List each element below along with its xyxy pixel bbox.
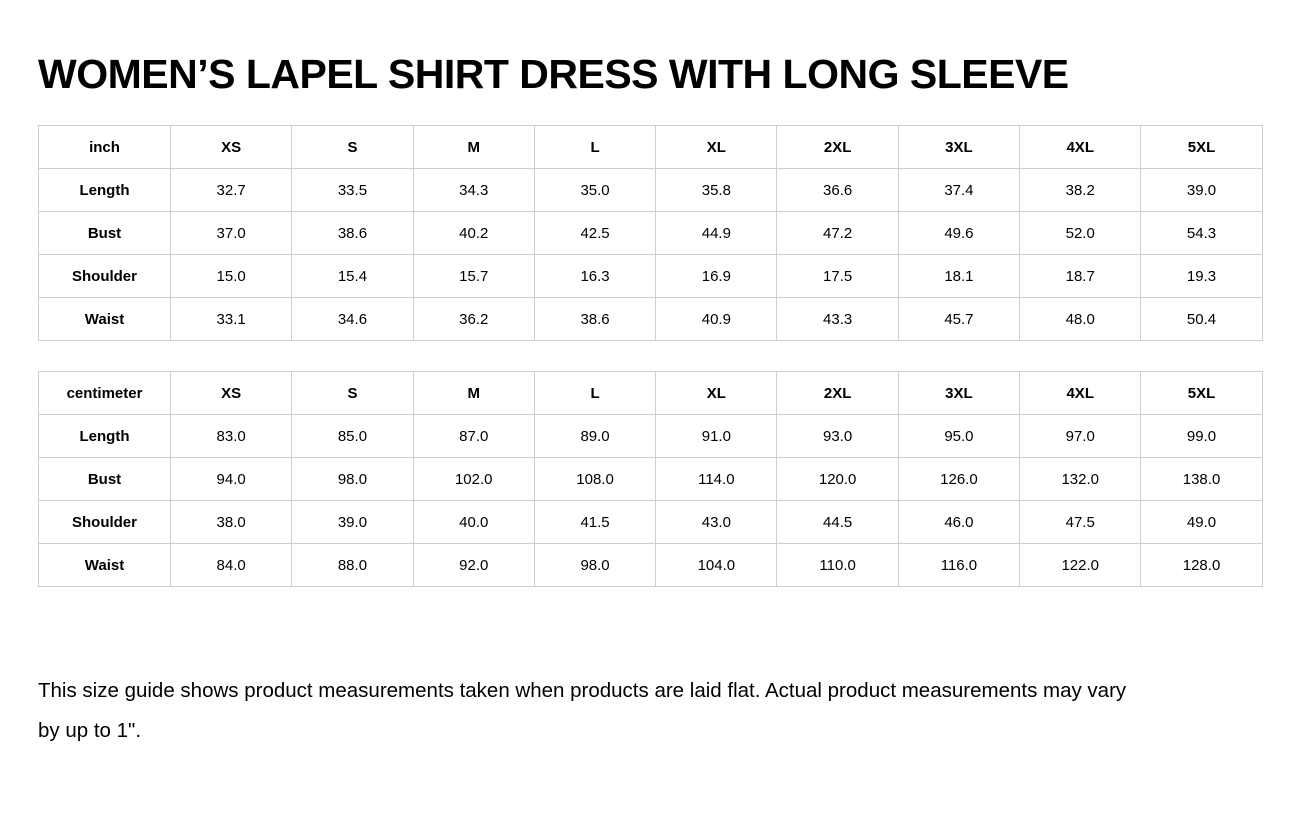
cell-value: 15.7 <box>413 255 534 298</box>
cell-value: 16.9 <box>656 255 777 298</box>
table-row <box>39 298 1263 341</box>
table-row <box>39 544 1263 587</box>
cell-value: 98.0 <box>292 458 413 501</box>
measurement-label: Length <box>39 169 171 212</box>
cell-value: 39.0 <box>1141 169 1262 212</box>
measurement-label: Waist <box>39 298 171 341</box>
cell-value: 43.0 <box>656 501 777 544</box>
cell-value: 44.5 <box>777 501 898 544</box>
measurement-label: Length <box>39 415 171 458</box>
size-header-5xl: 5XL <box>1141 372 1262 415</box>
size-header-m: M <box>413 126 534 169</box>
cell-value: 36.2 <box>413 298 534 341</box>
table-header-row <box>39 372 1263 415</box>
size-header-xs: XS <box>171 372 292 415</box>
size-header-l: L <box>534 372 655 415</box>
cell-value: 110.0 <box>777 544 898 587</box>
cell-value: 41.5 <box>534 501 655 544</box>
cell-value: 83.0 <box>171 415 292 458</box>
table-row <box>39 458 1263 501</box>
cell-value: 38.0 <box>171 501 292 544</box>
cell-value: 88.0 <box>292 544 413 587</box>
cell-value: 95.0 <box>898 415 1019 458</box>
cell-value: 85.0 <box>292 415 413 458</box>
table-row <box>39 169 1263 212</box>
cell-value: 48.0 <box>1020 298 1141 341</box>
cell-value: 102.0 <box>413 458 534 501</box>
size-header-4xl: 4XL <box>1020 372 1141 415</box>
cell-value: 43.3 <box>777 298 898 341</box>
cell-value: 36.6 <box>777 169 898 212</box>
measurement-label: Shoulder <box>39 501 171 544</box>
table-row <box>39 501 1263 544</box>
cell-value: 49.0 <box>1141 501 1262 544</box>
cell-value: 33.1 <box>171 298 292 341</box>
cell-value: 18.1 <box>898 255 1019 298</box>
cell-value: 89.0 <box>534 415 655 458</box>
size-header-xs: XS <box>171 126 292 169</box>
cell-value: 39.0 <box>292 501 413 544</box>
cell-value: 47.2 <box>777 212 898 255</box>
cell-value: 91.0 <box>656 415 777 458</box>
table-header-row <box>39 126 1263 169</box>
cell-value: 17.5 <box>777 255 898 298</box>
cell-value: 114.0 <box>656 458 777 501</box>
cell-value: 35.8 <box>656 169 777 212</box>
cell-value: 32.7 <box>171 169 292 212</box>
size-header-3xl: 3XL <box>898 372 1019 415</box>
size-header-3xl: 3XL <box>898 126 1019 169</box>
size-header-l: L <box>534 126 655 169</box>
cell-value: 108.0 <box>534 458 655 501</box>
size-header-4xl: 4XL <box>1020 126 1141 169</box>
size-table-centimeter <box>38 371 1263 587</box>
cell-value: 16.3 <box>534 255 655 298</box>
cell-value: 99.0 <box>1141 415 1262 458</box>
size-header-2xl: 2XL <box>777 372 898 415</box>
cell-value: 15.4 <box>292 255 413 298</box>
cell-value: 138.0 <box>1141 458 1262 501</box>
cell-value: 93.0 <box>777 415 898 458</box>
cell-value: 38.6 <box>292 212 413 255</box>
cell-value: 34.6 <box>292 298 413 341</box>
cell-value: 97.0 <box>1020 415 1141 458</box>
cell-value: 19.3 <box>1141 255 1262 298</box>
measurement-label: Bust <box>39 458 171 501</box>
size-header-xl: XL <box>656 372 777 415</box>
measurement-label: Waist <box>39 544 171 587</box>
unit-label: inch <box>39 126 171 169</box>
cell-value: 34.3 <box>413 169 534 212</box>
cell-value: 45.7 <box>898 298 1019 341</box>
cell-value: 35.0 <box>534 169 655 212</box>
cell-value: 37.0 <box>171 212 292 255</box>
cell-value: 49.6 <box>898 212 1019 255</box>
cell-value: 15.0 <box>171 255 292 298</box>
cell-value: 84.0 <box>171 544 292 587</box>
measurement-label: Bust <box>39 212 171 255</box>
cell-value: 44.9 <box>656 212 777 255</box>
cell-value: 47.5 <box>1020 501 1141 544</box>
size-table-inch-wrapper <box>38 125 1262 341</box>
cell-value: 87.0 <box>413 415 534 458</box>
cell-value: 120.0 <box>777 458 898 501</box>
cell-value: 40.0 <box>413 501 534 544</box>
cell-value: 122.0 <box>1020 544 1141 587</box>
measurement-label: Shoulder <box>39 255 171 298</box>
size-header-xl: XL <box>656 126 777 169</box>
cell-value: 92.0 <box>413 544 534 587</box>
cell-value: 52.0 <box>1020 212 1141 255</box>
cell-value: 40.9 <box>656 298 777 341</box>
cell-value: 116.0 <box>898 544 1019 587</box>
cell-value: 18.7 <box>1020 255 1141 298</box>
size-header-m: M <box>413 372 534 415</box>
cell-value: 94.0 <box>171 458 292 501</box>
cell-value: 42.5 <box>534 212 655 255</box>
cell-value: 128.0 <box>1141 544 1262 587</box>
size-table-inch <box>38 125 1263 341</box>
table-row <box>39 212 1263 255</box>
size-table-cm-wrapper <box>38 371 1262 587</box>
table-row <box>39 415 1263 458</box>
size-header-5xl: 5XL <box>1141 126 1262 169</box>
cell-value: 50.4 <box>1141 298 1262 341</box>
size-header-s: S <box>292 126 413 169</box>
table-divider-space <box>38 341 1262 371</box>
cell-value: 37.4 <box>898 169 1019 212</box>
cell-value: 38.2 <box>1020 169 1141 212</box>
size-header-2xl: 2XL <box>777 126 898 169</box>
size-guide-note: This size guide shows product measurements taken when products are laid flat. Actual product measurements may vary by up to 1". <box>38 679 1127 743</box>
cell-value: 33.5 <box>292 169 413 212</box>
cell-value: 38.6 <box>534 298 655 341</box>
table-row <box>39 255 1263 298</box>
cell-value: 126.0 <box>898 458 1019 501</box>
unit-label: centimeter <box>39 372 171 415</box>
cell-value: 132.0 <box>1020 458 1141 501</box>
cell-value: 40.2 <box>413 212 534 255</box>
size-header-s: S <box>292 372 413 415</box>
cell-value: 46.0 <box>898 501 1019 544</box>
cell-value: 54.3 <box>1141 212 1262 255</box>
cell-value: 104.0 <box>656 544 777 587</box>
cell-value: 98.0 <box>534 544 655 587</box>
page-title: WOMEN’S LAPEL SHIRT DRESS WITH LONG SLEEVE <box>38 51 1069 97</box>
